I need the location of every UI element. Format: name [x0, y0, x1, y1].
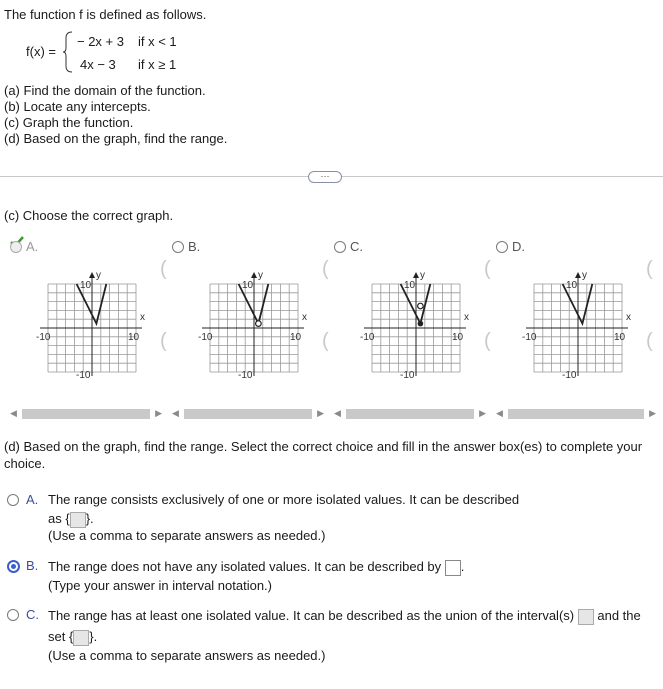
- x-tick-neg: -10: [36, 332, 51, 343]
- piece2-expression: 4x − 3: [80, 57, 116, 72]
- x-tick-neg: -10: [360, 332, 375, 343]
- scroll-thumb[interactable]: [508, 409, 644, 419]
- y-axis-arrow-icon: [413, 272, 419, 278]
- y-tick-neg: -10: [400, 370, 415, 381]
- x-axis-label: x: [140, 312, 145, 323]
- part-c-text: (c) Graph the function.: [4, 115, 134, 130]
- y-tick-neg: -10: [562, 370, 577, 381]
- choice-b-answer-box[interactable]: [445, 560, 461, 576]
- scroll-right-icon[interactable]: ▶: [317, 408, 324, 418]
- part-b-text: (b) Locate any intercepts.: [4, 99, 151, 114]
- y-axis-label: y: [258, 270, 263, 281]
- y-tick-pos: 10: [80, 280, 92, 291]
- choice-c-set-box[interactable]: [73, 630, 89, 646]
- scroll-left-icon[interactable]: ◀: [334, 408, 341, 418]
- paren-decor: (: [646, 330, 653, 352]
- graph-option-d[interactable]: [514, 260, 654, 390]
- open-point: [256, 321, 262, 327]
- graph-option-b-radio[interactable]: [172, 241, 184, 253]
- part-d-prompt: (d) Based on the graph, find the range. Select the correct choice and fill in the answer box(es) to complete your choice.: [4, 439, 643, 471]
- graph-option-b[interactable]: [190, 260, 330, 390]
- part-d-text: (d) Based on the graph, find the range.: [4, 131, 228, 146]
- paren-decor: (: [484, 330, 491, 352]
- x-tick-pos: 10: [614, 332, 626, 343]
- piece1-condition: if x < 1: [138, 34, 177, 49]
- scroll-thumb[interactable]: [346, 409, 474, 419]
- choice-b-letter: B.: [26, 558, 39, 573]
- y-tick-neg: -10: [238, 370, 253, 381]
- graph-option-c-radio[interactable]: [334, 241, 346, 253]
- piecewise-brace: [62, 30, 74, 74]
- graph-c-scrollbar[interactable]: [334, 406, 486, 420]
- paren-decor: (: [322, 258, 329, 280]
- y-axis-label: y: [582, 270, 587, 281]
- x-tick-pos: 10: [452, 332, 464, 343]
- choice-a-answer-box[interactable]: [70, 512, 86, 528]
- choice-b-text: The range does not have any isolated values. It can be described by: [48, 559, 442, 574]
- choice-a-line2: [48, 511, 94, 528]
- graph-b-scrollbar[interactable]: [172, 406, 324, 420]
- scroll-right-icon[interactable]: ▶: [479, 408, 486, 418]
- choice-a-text: The range consists exclusively of one or more isolated values. It can be described: [48, 492, 520, 507]
- paren-decor: (: [484, 258, 491, 280]
- paren-decor: (: [646, 258, 653, 280]
- choice-a-note: (Use a comma to separate answers as needed.): [48, 528, 326, 543]
- x-axis-label: x: [302, 312, 307, 323]
- part-a-text: (a) Find the domain of the function.: [4, 83, 206, 98]
- choice-b-note: (Type your answer in interval notation.): [48, 578, 272, 593]
- right-piece: [258, 284, 268, 324]
- scroll-thumb[interactable]: [22, 409, 150, 419]
- y-axis-label: y: [96, 270, 101, 281]
- x-tick-neg: -10: [198, 332, 213, 343]
- graph-option-a-radio[interactable]: [10, 241, 22, 253]
- choice-c-line: [48, 608, 641, 625]
- scroll-left-icon[interactable]: ◀: [496, 408, 503, 418]
- part-c-prompt: (c) Choose the correct graph.: [4, 208, 174, 223]
- y-axis-label: y: [420, 270, 425, 281]
- closed-point: [418, 321, 424, 327]
- y-axis-arrow-icon: [575, 272, 581, 278]
- choice-c-mid: and the: [597, 608, 641, 623]
- graph-option-b-label: B.: [188, 239, 201, 254]
- scroll-left-icon[interactable]: ◀: [10, 408, 17, 418]
- paren-decor: (: [160, 330, 167, 352]
- x-axis-label: x: [464, 312, 469, 323]
- y-tick-pos: 10: [404, 280, 416, 291]
- choice-b-line: [48, 559, 464, 576]
- function-label: f(x) =: [26, 44, 56, 59]
- graph-option-c[interactable]: [352, 260, 492, 390]
- problem-intro: The function f is defined as follows.: [4, 7, 207, 22]
- choice-c-line2: [48, 629, 97, 646]
- choice-c-suffix: }.: [89, 629, 98, 644]
- paren-decor: (: [160, 258, 167, 280]
- piece2-condition: if x ≥ 1: [138, 57, 177, 72]
- scroll-right-icon[interactable]: ▶: [155, 408, 162, 418]
- choice-c-interval-box[interactable]: [578, 609, 594, 625]
- scroll-left-icon[interactable]: ◀: [172, 408, 179, 418]
- graph-option-d-radio[interactable]: [496, 241, 508, 253]
- choice-c-note: (Use a comma to separate answers as needed.): [48, 648, 326, 663]
- graph-option-d-label: D.: [512, 239, 525, 254]
- choice-a-letter: A.: [26, 492, 39, 507]
- x-tick-neg: -10: [522, 332, 537, 343]
- scroll-thumb[interactable]: [184, 409, 312, 419]
- x-tick-pos: 10: [290, 332, 302, 343]
- y-axis-arrow-icon: [251, 272, 257, 278]
- y-tick-pos: 10: [566, 280, 578, 291]
- expand-more-button[interactable]: ···: [308, 171, 342, 183]
- x-axis-label: x: [626, 312, 631, 323]
- choice-c-text: The range has at least one isolated value. It can be described as the union of the interval(s): [48, 608, 575, 623]
- graph-option-c-label: C.: [350, 239, 363, 254]
- choice-c-prefix: set {: [48, 629, 74, 644]
- graph-a-scrollbar[interactable]: [10, 406, 162, 420]
- choice-a-radio[interactable]: [7, 494, 19, 506]
- open-point: [418, 303, 424, 309]
- scroll-right-icon[interactable]: ▶: [649, 408, 656, 418]
- choice-c-letter: C.: [26, 607, 39, 622]
- choice-a-suffix: }.: [85, 511, 94, 526]
- graph-d-scrollbar[interactable]: [496, 406, 656, 420]
- graph-option-a-label: A.: [26, 239, 39, 254]
- choice-b-suffix: .: [460, 559, 465, 574]
- y-tick-pos: 10: [242, 280, 254, 291]
- choice-a-prefix: as {: [48, 511, 70, 526]
- choice-c-radio[interactable]: [7, 609, 19, 621]
- y-tick-neg: -10: [76, 370, 91, 381]
- choice-b-radio[interactable]: [7, 560, 20, 573]
- y-axis-arrow-icon: [89, 272, 95, 278]
- paren-decor: (: [322, 330, 329, 352]
- piece1-expression: − 2x + 3: [77, 34, 124, 49]
- graph-option-a[interactable]: [28, 260, 168, 390]
- x-tick-pos: 10: [128, 332, 140, 343]
